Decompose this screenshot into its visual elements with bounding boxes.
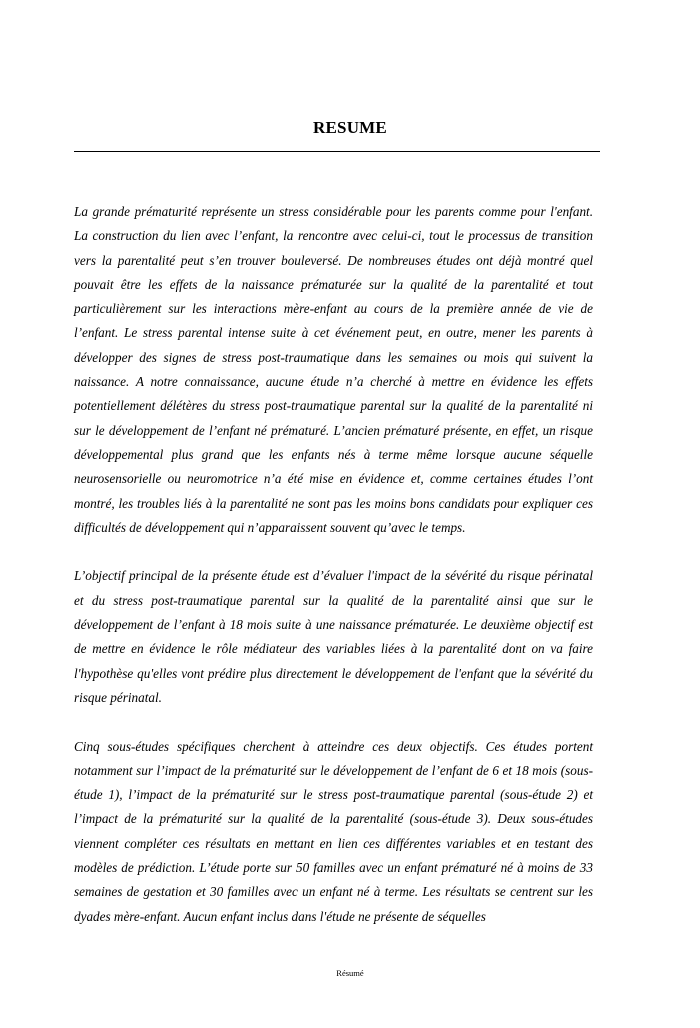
paragraph-2: L’objectif principal de la présente étude est d’évaluer l'impact de la sévérité du risque périnatal et du stress post-traumatique parental sur la qualité de la parentalité ainsi que sur le développement de l’enfant à 18 mois suite à une naissance prématurée. Le deuxième objectif est de mettre en évidence le rôle médiateur des variables liées à la parentalité dont on va faire l'hypothèse qu'elles vont prédire plus directement le développement de l'enfant que la sévérité du risque périnatal. — [74, 568, 593, 705]
paragraph-1: La grande prématurité représente un stress considérable pour les parents comme pour l'enfant. La construction du lien avec l’enfant, la rencontre avec celui-ci, tout le processus de transition vers la parentalité peut s’en trouver bouleversé. De nombreuses études ont déjà montré quel pouvait être les effets de la naissance prématurée sur la qualité de la parentalité et tout particulièrement sur les interactions mère-enfant au cours de la première année de vie de l’enfant. Le stress parental intense suite à cet événement peut, en outre, mener les parents à développer des signes de stress post-traumatique dans les semaines ou mois qui suivent la naissance. A notre connaissance, aucune étude n’a cherché à mettre en évidence les effets potentiellement délétères du stress post-traumatique parental sur la qualité de la parentalité ni sur le développement de l’enfant né prématuré. L’ancien prématuré présente, en effet, un risque développemental plus grand que les enfants nés à terme même lorsque aucune séquelle neurosensorielle ou neuromotrice n’a été mise en évidence et, comme certaines études l’ont montré, les troubles liés à la parentalité ne sont pas les moins bons candidats pour expliquer ces difficultés de développement qui n’apparaissent souvent qu’avec le temps. — [74, 204, 593, 535]
title-divider — [74, 151, 600, 152]
abstract-body — [74, 200, 593, 953]
page-title: RESUME — [313, 118, 387, 137]
page-footer: Résumé — [336, 968, 364, 978]
paragraph-3: Cinq sous-études spécifiques cherchent à atteindre ces deux objectifs. Ces études portent notamment sur l’impact de la prématurité sur le développement de l’enfant de 6 et 18 mois (sous-étude 1), l’impact de la prématurité sur le stress post-traumatique parental (sous-étude 2) et l’impact de la prématurité sur la qualité de la parentalité (sous-étude 3). Deux sous-études viennent compléter ces résultats en mettant en lien ces différentes variables et en testant des modèles de prédiction. L’étude porte sur 50 familles avec un enfant prématuré né à moins de 33 semaines de gestation et 30 familles avec un enfant né à terme. Les résultats se centrent sur les dyades mère-enfant. Aucun enfant inclus dans l'étude ne présente de séquelles — [74, 738, 593, 924]
